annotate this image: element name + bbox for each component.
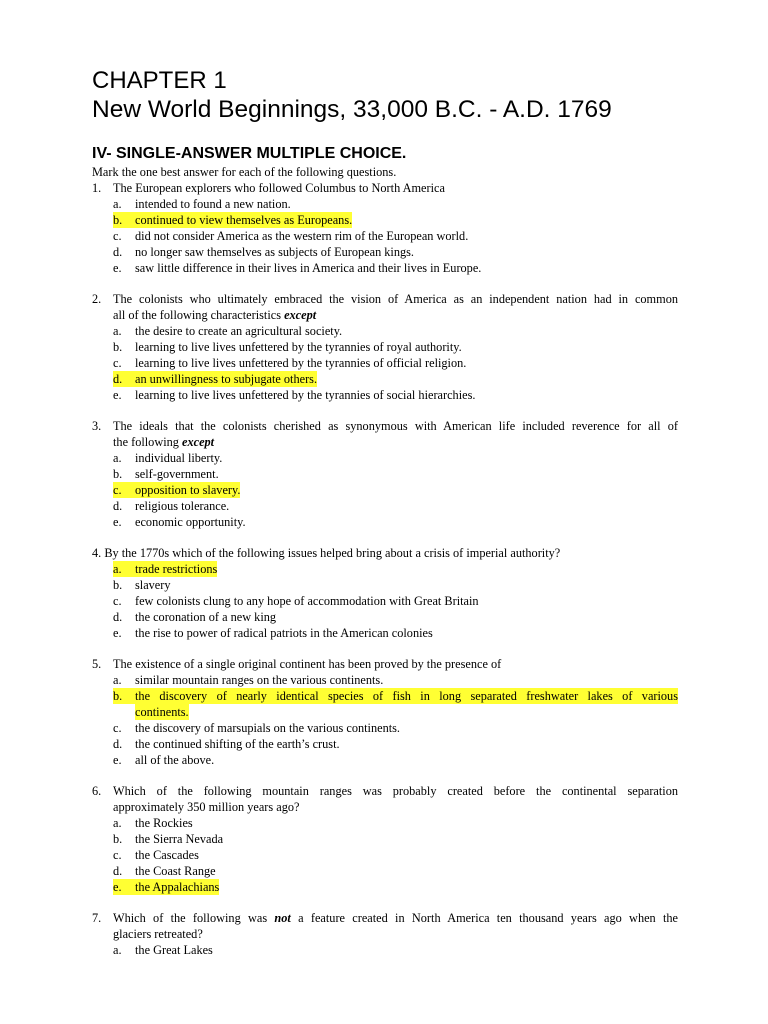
option-text: economic opportunity. bbox=[135, 515, 246, 529]
option-letter: c. bbox=[113, 483, 122, 497]
option-letter: a. bbox=[113, 324, 122, 338]
question-text: Which of the following mountain ranges was probably created before the continental separation bbox=[113, 784, 678, 798]
option-text: similar mountain ranges on the various continents. bbox=[135, 673, 384, 687]
option-letter: a. bbox=[113, 816, 122, 830]
option-letter: c. bbox=[113, 594, 122, 608]
question-text-line: all of the following characteristics except bbox=[113, 308, 317, 322]
option-text: slavery bbox=[135, 578, 171, 592]
option-text-highlighted: opposition to slavery. bbox=[122, 482, 240, 498]
question-number: 7. bbox=[92, 911, 102, 925]
option-letter: d. bbox=[113, 372, 123, 386]
option-text: the Rockies bbox=[135, 816, 193, 830]
except-emphasis: except bbox=[182, 435, 215, 449]
option-letter: e. bbox=[113, 753, 122, 767]
option-letter: e. bbox=[113, 388, 122, 402]
question-text: By the 1770s which of the following issues helped bring about a crisis of imperial authority? bbox=[104, 546, 561, 560]
option-text: the desire to create an agricultural society. bbox=[135, 324, 343, 338]
chapter-title: New World Beginnings, 33,000 B.C. - A.D. 1769 bbox=[92, 96, 612, 123]
option-letter: c. bbox=[113, 721, 122, 735]
not-emphasis: not bbox=[274, 911, 291, 925]
option-text: individual liberty. bbox=[135, 451, 223, 465]
option-text-highlighted-cont: continents. bbox=[135, 705, 189, 719]
option-text: learning to live lives unfettered by the tyrannies of official religion. bbox=[135, 356, 467, 370]
question-text: The existence of a single original continent has been proved by the presence of bbox=[113, 657, 502, 671]
option-letter: a. bbox=[113, 943, 122, 957]
option-letter: a. bbox=[113, 562, 122, 576]
option-letter: d. bbox=[113, 499, 123, 513]
instructions: Mark the one best answer for each of the following questions. bbox=[92, 165, 397, 179]
question-number: 5. bbox=[92, 657, 102, 671]
option-text-highlighted: the discovery of nearly identical species of fish in long separated freshwater lakes of various bbox=[122, 688, 678, 704]
option-text: religious tolerance. bbox=[135, 499, 230, 513]
option-letter: e. bbox=[113, 626, 122, 640]
option-letter: d. bbox=[113, 610, 123, 624]
question-number: 3. bbox=[92, 419, 102, 433]
chapter-label: CHAPTER 1 bbox=[92, 67, 227, 94]
question-text-line: glaciers retreated? bbox=[113, 927, 203, 941]
option-letter: c. bbox=[113, 848, 122, 862]
option-text: all of the above. bbox=[135, 753, 215, 767]
option-letter: b. bbox=[113, 340, 123, 354]
question-text: Which of the following was not a feature created in North America ten thousand years ago when the bbox=[113, 911, 679, 925]
question-text: The colonists who ultimately embraced the vision of America as an independent nation had in common bbox=[113, 292, 678, 306]
option-letter: d. bbox=[113, 737, 123, 751]
question-number: 2. bbox=[92, 292, 102, 306]
option-letter: a. bbox=[113, 673, 122, 687]
option-text: no longer saw themselves as subjects of European kings. bbox=[135, 245, 415, 259]
option-text: the continued shifting of the earth’s crust. bbox=[135, 737, 340, 751]
option-text-highlighted: an unwillingness to subjugate others. bbox=[122, 371, 317, 387]
option-letter: a. bbox=[113, 197, 122, 211]
section-heading: IV- SINGLE-ANSWER MULTIPLE CHOICE. bbox=[92, 145, 407, 162]
option-letter: e. bbox=[113, 515, 122, 529]
option-letter: a. bbox=[113, 451, 122, 465]
option-text: the Cascades bbox=[135, 848, 199, 862]
option-letter: b. bbox=[113, 689, 123, 703]
question-text: The ideals that the colonists cherished as synonymous with American life included reverence for all of bbox=[113, 419, 678, 433]
option-text: few colonists clung to any hope of accommodation with Great Britain bbox=[135, 594, 479, 608]
question-number: 1. bbox=[92, 181, 102, 195]
option-letter: c. bbox=[113, 229, 122, 243]
question-text-line: the following except bbox=[113, 435, 215, 449]
option-text: the coronation of a new king bbox=[135, 610, 277, 624]
option-letter: c. bbox=[113, 356, 122, 370]
option-letter: d. bbox=[113, 245, 123, 259]
question-line bbox=[92, 545, 560, 561]
option-text: the Coast Range bbox=[135, 864, 216, 878]
option-text: the discovery of marsupials on the various continents. bbox=[135, 721, 401, 735]
question-number: 6. bbox=[92, 784, 102, 798]
option-text: the Sierra Nevada bbox=[135, 832, 224, 846]
option-letter: b. bbox=[113, 832, 123, 846]
option-text: did not consider America as the western rim of the European world. bbox=[135, 229, 469, 243]
option-text: learning to live lives unfettered by the tyrannies of royal authority. bbox=[135, 340, 462, 354]
option-text: saw little difference in their lives in America and their lives in Europe. bbox=[135, 261, 482, 275]
option-letter: e. bbox=[113, 261, 122, 275]
option-text-highlighted: continued to view themselves as Europeans. bbox=[122, 212, 352, 228]
question-number: 4. bbox=[92, 546, 102, 560]
option-letter: b. bbox=[113, 578, 123, 592]
option-letter: b. bbox=[113, 213, 123, 227]
option-text-highlighted: trade restrictions bbox=[122, 561, 217, 577]
option-text: learning to live lives unfettered by the tyrannies of social hierarchies. bbox=[135, 388, 476, 402]
option-text: the rise to power of radical patriots in the American colonies bbox=[135, 626, 433, 640]
question-text-line: approximately 350 million years ago? bbox=[113, 800, 300, 814]
option-letter: b. bbox=[113, 467, 123, 481]
option-text: self-government. bbox=[135, 467, 219, 481]
option-letter: e. bbox=[113, 880, 122, 894]
except-emphasis: except bbox=[284, 308, 317, 322]
option-text: intended to found a new nation. bbox=[135, 197, 291, 211]
option-text: the Great Lakes bbox=[135, 943, 213, 957]
question-text: The European explorers who followed Columbus to North America bbox=[113, 181, 445, 195]
option-letter: d. bbox=[113, 864, 123, 878]
option-text-highlighted: the Appalachians bbox=[122, 879, 219, 895]
